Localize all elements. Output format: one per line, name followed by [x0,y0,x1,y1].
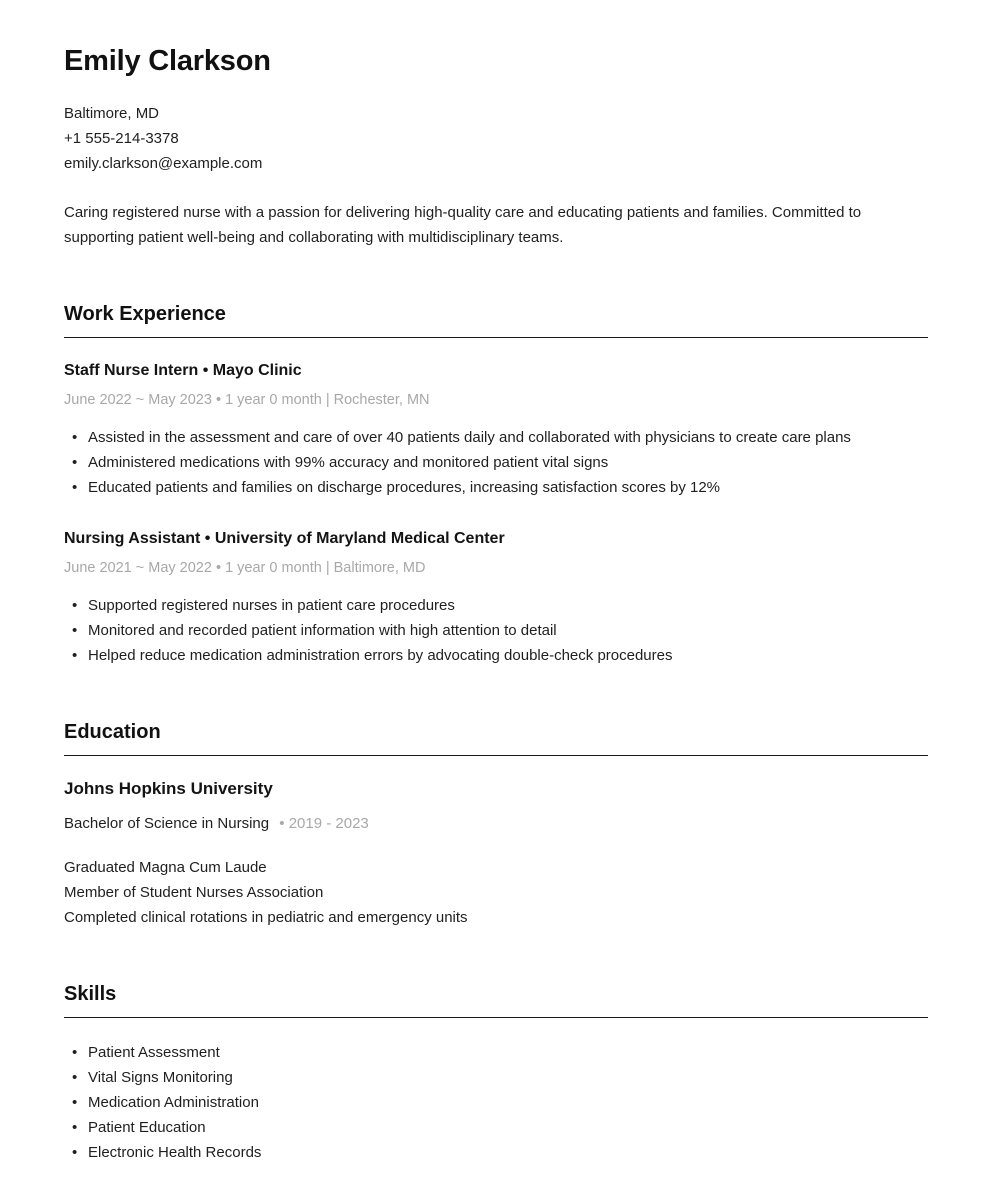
list-item: • Assisted in the assessment and care of over 40 patients daily and collaborated with physicians to create care plans [64,425,928,450]
section-title-work-experience: Work Experience [64,302,226,325]
section-work-experience [64,302,928,668]
education-detail: Member of Student Nurses Association [64,884,324,902]
education-school-name: Johns Hopkins University [64,778,273,798]
list-item: • Helped reduce medication administration errors by advocating double-check procedures [64,643,928,668]
education-years: • 2019 - 2023 [279,814,369,832]
education-degree-line [64,813,928,836]
candidate-name: Emily Clarkson [64,45,271,77]
section-title-education: Education [64,720,161,743]
contact-phone: +1 555-214-3378 [64,129,179,147]
education-detail: Graduated Magna Cum Laude [64,859,267,877]
list-item: • Medication Administration [64,1090,928,1115]
list-item: • Patient Assessment [64,1040,928,1065]
section-divider-skills [64,1017,928,1018]
list-item: • Monitored and recorded patient information with high attention to detail [64,618,928,643]
skills-list [64,1040,928,1165]
section-divider-education [64,755,928,756]
section-title-skills: Skills [64,983,117,1006]
resume-header [64,44,928,250]
section-skills [64,982,928,1165]
education-details [64,855,928,930]
list-item: • Patient Education [64,1115,928,1140]
resume-content [64,44,928,1165]
skills-list-wrapper [64,1040,928,1165]
education-entry [64,778,928,930]
list-item: • Supported registered nurses in patient care procedures [64,593,928,618]
section-divider-work-experience [64,337,928,338]
section-education [64,720,928,930]
list-item: • Vital Signs Monitoring [64,1065,928,1090]
work-entry-meta: June 2022 ~ May 2023 • 1 year 0 month | Rochester, MN [64,392,430,409]
work-entry-title: Staff Nurse Intern • Mayo Clinic [64,361,302,379]
education-detail: Completed clinical rotations in pediatric and emergency units [64,909,468,927]
work-entry-meta: June 2021 ~ May 2022 • 1 year 0 month | Baltimore, MD [64,560,426,577]
work-entry [64,360,928,500]
work-entry-title: Nursing Assistant • University of Maryland Medical Center [64,529,505,547]
contact-info [64,101,928,176]
contact-location: Baltimore, MD [64,104,160,122]
professional-summary: Caring registered nurse with a passion for delivering high-quality care and educating patients and families. Committed to supporting patient well-being and collaborating with multidisciplinary teams. [64,203,862,246]
list-item: • Electronic Health Records [64,1140,928,1165]
contact-email: emily.clarkson@example.com [64,154,263,172]
education-degree: Bachelor of Science in Nursing [64,814,270,832]
work-entry-bullets [64,593,928,668]
list-item: • Administered medications with 99% accuracy and monitored patient vital signs [64,450,928,475]
work-entry [64,528,928,668]
work-entry-bullets [64,425,928,500]
list-item: • Educated patients and families on discharge procedures, increasing satisfaction scores by 12% [64,475,928,500]
